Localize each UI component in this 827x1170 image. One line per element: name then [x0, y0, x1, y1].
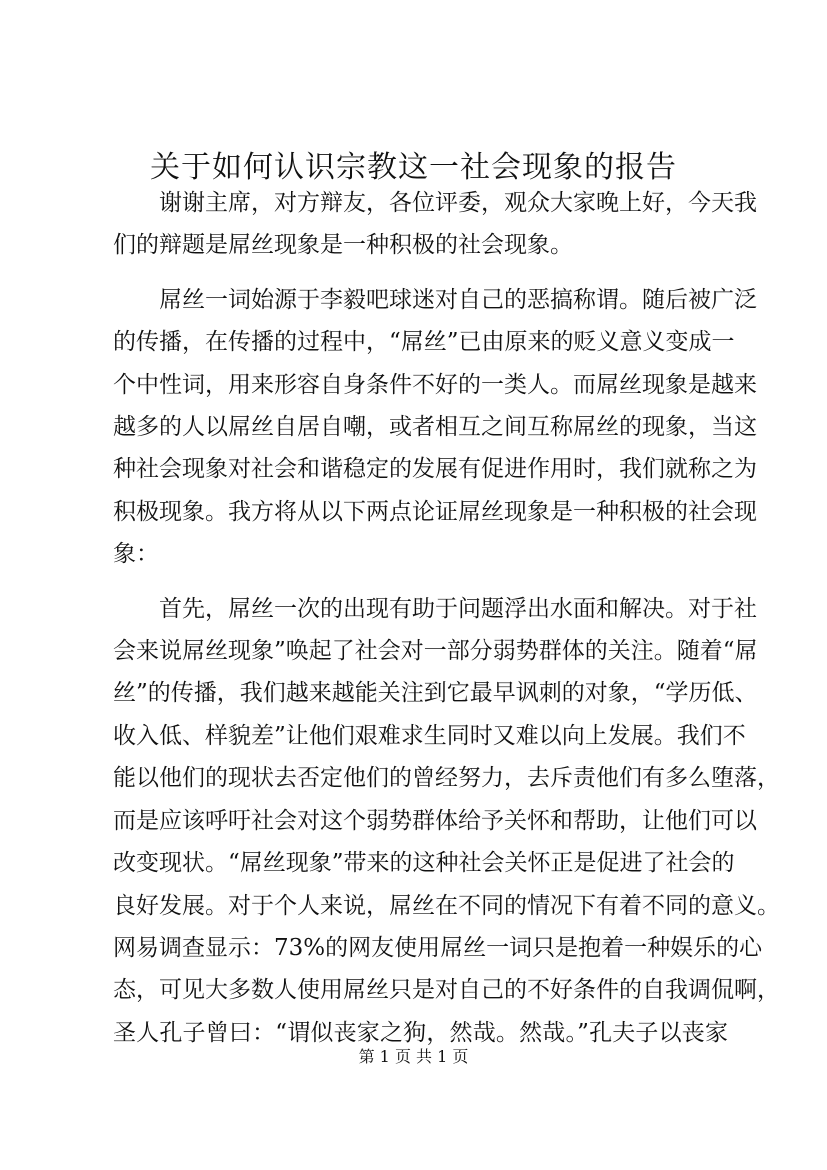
text-line: 们的辩题是屌丝现象是一种积极的社会现象。	[113, 232, 573, 259]
text-line: 象：	[113, 541, 159, 568]
text-line: 改变现状。“屌丝现象”带来的这种社会关怀正是促进了社会的	[113, 850, 735, 877]
text-line: 收入低、样貌差”让他们艰难求生同时又难以向上发展。我们不	[113, 722, 746, 749]
text-line: 态，可见大多数人使用屌丝只是对自己的不好条件的自我调侃啊，	[113, 977, 780, 1004]
paragraph-1	[113, 182, 757, 267]
text-line: 个中性词，用来形容自身条件不好的一类人。而屌丝现象是越来	[113, 371, 757, 398]
text-line: 越多的人以屌丝自居自嘲，或者相互之间互称屌丝的现象，当这	[113, 414, 757, 441]
text-line: 谢谢主席，对方辩友，各位评委，观众大家晚上好，今天我	[113, 190, 757, 216]
document-title: 关于如何认识宗教这一社会现象的报告	[150, 150, 677, 185]
paragraph-3	[113, 588, 780, 1054]
text-line: 种社会现象对社会和谐稳定的发展有促进作用时，我们就称之为	[113, 456, 757, 483]
paragraph-2	[113, 279, 757, 576]
page-footer: 第 1 页 共 1 页	[358, 1047, 469, 1066]
document-body	[113, 168, 780, 1054]
text-line: 会来说屌丝现象”唤起了社会对一部分弱势群体的关注。随着“屌	[113, 638, 758, 665]
text-line: 网易调查显示：73%的网友使用屌丝一词只是抱着一种娱乐的心	[113, 934, 763, 961]
text-line: 良好发展。对于个人来说，屌丝在不同的情况下有着不同的意义。	[113, 892, 780, 919]
text-line: 的传播，在传播的过程中，“屌丝”已由原来的贬义意义变成一	[113, 329, 735, 356]
text-line: 而是应该呼吁社会对这个弱势群体给予关怀和帮助，让他们可以	[113, 807, 757, 834]
text-line: 圣人孔子曾曰：“谓似丧家之狗，然哉。然哉。”孔夫子以丧家	[113, 1019, 728, 1046]
text-line: 屌丝一词始源于李毅吧球迷对自己的恶搞称谓。随后被广泛	[113, 286, 757, 313]
text-line: 首先，屌丝一次的出现有助于问题浮出水面和解决。对于社	[113, 595, 757, 622]
text-line: 积极现象。我方将从以下两点论证屌丝现象是一种积极的社会现	[113, 498, 757, 525]
text-line: 能以他们的现状去否定他们的曾经努力，去斥责他们有多么堕落，	[113, 765, 780, 792]
text-line: 丝”的传播，我们越来越能关注到它最早讽刺的对象，“学历低、	[113, 680, 758, 707]
